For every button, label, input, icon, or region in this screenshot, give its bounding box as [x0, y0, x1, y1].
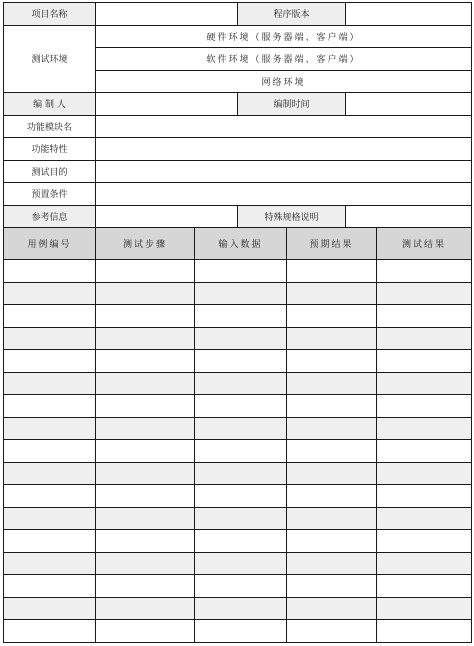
input-data-cell[interactable] [195, 395, 287, 418]
table-row [4, 552, 472, 575]
test-result-cell[interactable] [377, 305, 472, 328]
date-label: 编制时间 [238, 93, 346, 116]
hardware-env-label: 硬件环境（服务器端、客户端） [96, 25, 472, 48]
test-result-cell[interactable] [377, 417, 472, 440]
test-result-cell[interactable] [377, 507, 472, 530]
input-data-cell[interactable] [195, 507, 287, 530]
input-data-cell[interactable] [195, 350, 287, 373]
test-result-cell[interactable] [377, 620, 472, 643]
test-step-cell[interactable] [96, 462, 195, 485]
input-data-cell[interactable] [195, 575, 287, 598]
test-step-cell[interactable] [96, 440, 195, 463]
case-id-cell[interactable] [4, 507, 96, 530]
test-step-cell[interactable] [96, 372, 195, 395]
test-result-cell[interactable] [377, 282, 472, 305]
test-result-cell[interactable] [377, 485, 472, 508]
feature-label: 功能特性 [4, 138, 96, 161]
input-data-cell[interactable] [195, 530, 287, 553]
case-id-cell[interactable] [4, 440, 96, 463]
test-step-cell[interactable] [96, 552, 195, 575]
expected-result-cell[interactable] [287, 507, 377, 530]
expected-result-cell[interactable] [287, 350, 377, 373]
reference-value[interactable] [96, 205, 238, 228]
test-step-cell[interactable] [96, 327, 195, 350]
test-step-cell[interactable] [96, 260, 195, 283]
input-data-cell[interactable] [195, 620, 287, 643]
input-data-cell[interactable] [195, 552, 287, 575]
test-step-cell[interactable] [96, 620, 195, 643]
test-step-cell[interactable] [96, 395, 195, 418]
test-step-cell[interactable] [96, 597, 195, 620]
test-step-cell[interactable] [96, 282, 195, 305]
case-id-cell[interactable] [4, 620, 96, 643]
expected-result-cell[interactable] [287, 327, 377, 350]
case-id-cell[interactable] [4, 597, 96, 620]
test-result-cell[interactable] [377, 597, 472, 620]
case-id-cell[interactable] [4, 282, 96, 305]
table-row [4, 440, 472, 463]
expected-result-cell[interactable] [287, 575, 377, 598]
test-step-cell[interactable] [96, 305, 195, 328]
test-step-cell[interactable] [96, 350, 195, 373]
reference-label: 参考信息 [4, 205, 96, 228]
expected-result-cell[interactable] [287, 440, 377, 463]
test-result-cell[interactable] [377, 462, 472, 485]
test-step-cell[interactable] [96, 530, 195, 553]
network-env-label: 网络环境 [96, 70, 472, 93]
column-header: 用例编号 [4, 228, 96, 260]
test-result-cell[interactable] [377, 530, 472, 553]
case-id-cell[interactable] [4, 485, 96, 508]
expected-result-cell[interactable] [287, 620, 377, 643]
case-id-cell[interactable] [4, 372, 96, 395]
expected-result-cell[interactable] [287, 305, 377, 328]
precondition-label: 预置条件 [4, 183, 96, 206]
input-data-cell[interactable] [195, 417, 287, 440]
expected-result-cell[interactable] [287, 462, 377, 485]
input-data-cell[interactable] [195, 305, 287, 328]
table-row [4, 485, 472, 508]
expected-result-cell[interactable] [287, 552, 377, 575]
test-result-cell[interactable] [377, 575, 472, 598]
table-row [4, 575, 472, 598]
module-value[interactable] [96, 115, 472, 138]
date-value[interactable] [346, 93, 472, 116]
table-row [4, 462, 472, 485]
table-row [4, 620, 472, 643]
input-data-cell[interactable] [195, 597, 287, 620]
input-data-cell[interactable] [195, 372, 287, 395]
table-row [4, 530, 472, 553]
expected-result-cell[interactable] [287, 530, 377, 553]
test-step-cell[interactable] [96, 507, 195, 530]
expected-result-cell[interactable] [287, 597, 377, 620]
test-case-form [3, 2, 472, 643]
project-name-value[interactable] [96, 3, 238, 26]
case-id-cell[interactable] [4, 462, 96, 485]
table-row [4, 350, 472, 373]
table-row [4, 417, 472, 440]
purpose-label: 测试目的 [4, 160, 96, 183]
table-row [4, 260, 472, 283]
precondition-value[interactable] [96, 183, 472, 206]
case-id-cell[interactable] [4, 530, 96, 553]
column-header: 输入数据 [195, 228, 287, 260]
author-label: 编 制 人 [4, 93, 96, 116]
column-header: 预期结果 [287, 228, 377, 260]
test-step-cell[interactable] [96, 575, 195, 598]
test-result-cell[interactable] [377, 395, 472, 418]
case-id-cell[interactable] [4, 327, 96, 350]
software-env-label: 软件环境（服务器端、客户端） [96, 48, 472, 71]
table-row [4, 372, 472, 395]
test-step-cell[interactable] [96, 417, 195, 440]
module-label: 功能模块名 [4, 115, 96, 138]
expected-result-cell[interactable] [287, 372, 377, 395]
expected-result-cell[interactable] [287, 417, 377, 440]
test-result-cell[interactable] [377, 260, 472, 283]
case-id-cell[interactable] [4, 575, 96, 598]
table-row [4, 327, 472, 350]
test-result-cell[interactable] [377, 440, 472, 463]
spec-label: 特殊规格说明 [238, 205, 346, 228]
spec-value[interactable] [346, 205, 472, 228]
column-header: 测试步骤 [96, 228, 195, 260]
case-id-cell[interactable] [4, 260, 96, 283]
case-rows [4, 260, 472, 643]
case-id-cell[interactable] [4, 305, 96, 328]
table-row [4, 305, 472, 328]
input-data-cell[interactable] [195, 282, 287, 305]
input-data-cell[interactable] [195, 462, 287, 485]
case-id-cell[interactable] [4, 395, 96, 418]
program-version-value[interactable] [346, 3, 472, 26]
program-version-label: 程序版本 [238, 3, 346, 26]
test-step-cell[interactable] [96, 485, 195, 508]
case-id-cell[interactable] [4, 552, 96, 575]
input-data-cell[interactable] [195, 485, 287, 508]
input-data-cell[interactable] [195, 440, 287, 463]
author-value[interactable] [96, 93, 238, 116]
test-result-cell[interactable] [377, 350, 472, 373]
feature-value[interactable] [96, 138, 472, 161]
expected-result-cell[interactable] [287, 395, 377, 418]
table-row [4, 507, 472, 530]
case-id-cell[interactable] [4, 417, 96, 440]
table-row [4, 282, 472, 305]
expected-result-cell[interactable] [287, 260, 377, 283]
table-row [4, 597, 472, 620]
test-result-cell[interactable] [377, 327, 472, 350]
expected-result-cell[interactable] [287, 282, 377, 305]
project-name-label: 项目名称 [4, 3, 96, 26]
case-id-cell[interactable] [4, 350, 96, 373]
expected-result-cell[interactable] [287, 485, 377, 508]
column-header: 测试结果 [377, 228, 472, 260]
column-header-row [4, 228, 472, 260]
table-row [4, 395, 472, 418]
test-env-label: 测试环境 [4, 25, 96, 93]
input-data-cell[interactable] [195, 260, 287, 283]
input-data-cell[interactable] [195, 327, 287, 350]
test-result-cell[interactable] [377, 552, 472, 575]
purpose-value[interactable] [96, 160, 472, 183]
test-result-cell[interactable] [377, 372, 472, 395]
